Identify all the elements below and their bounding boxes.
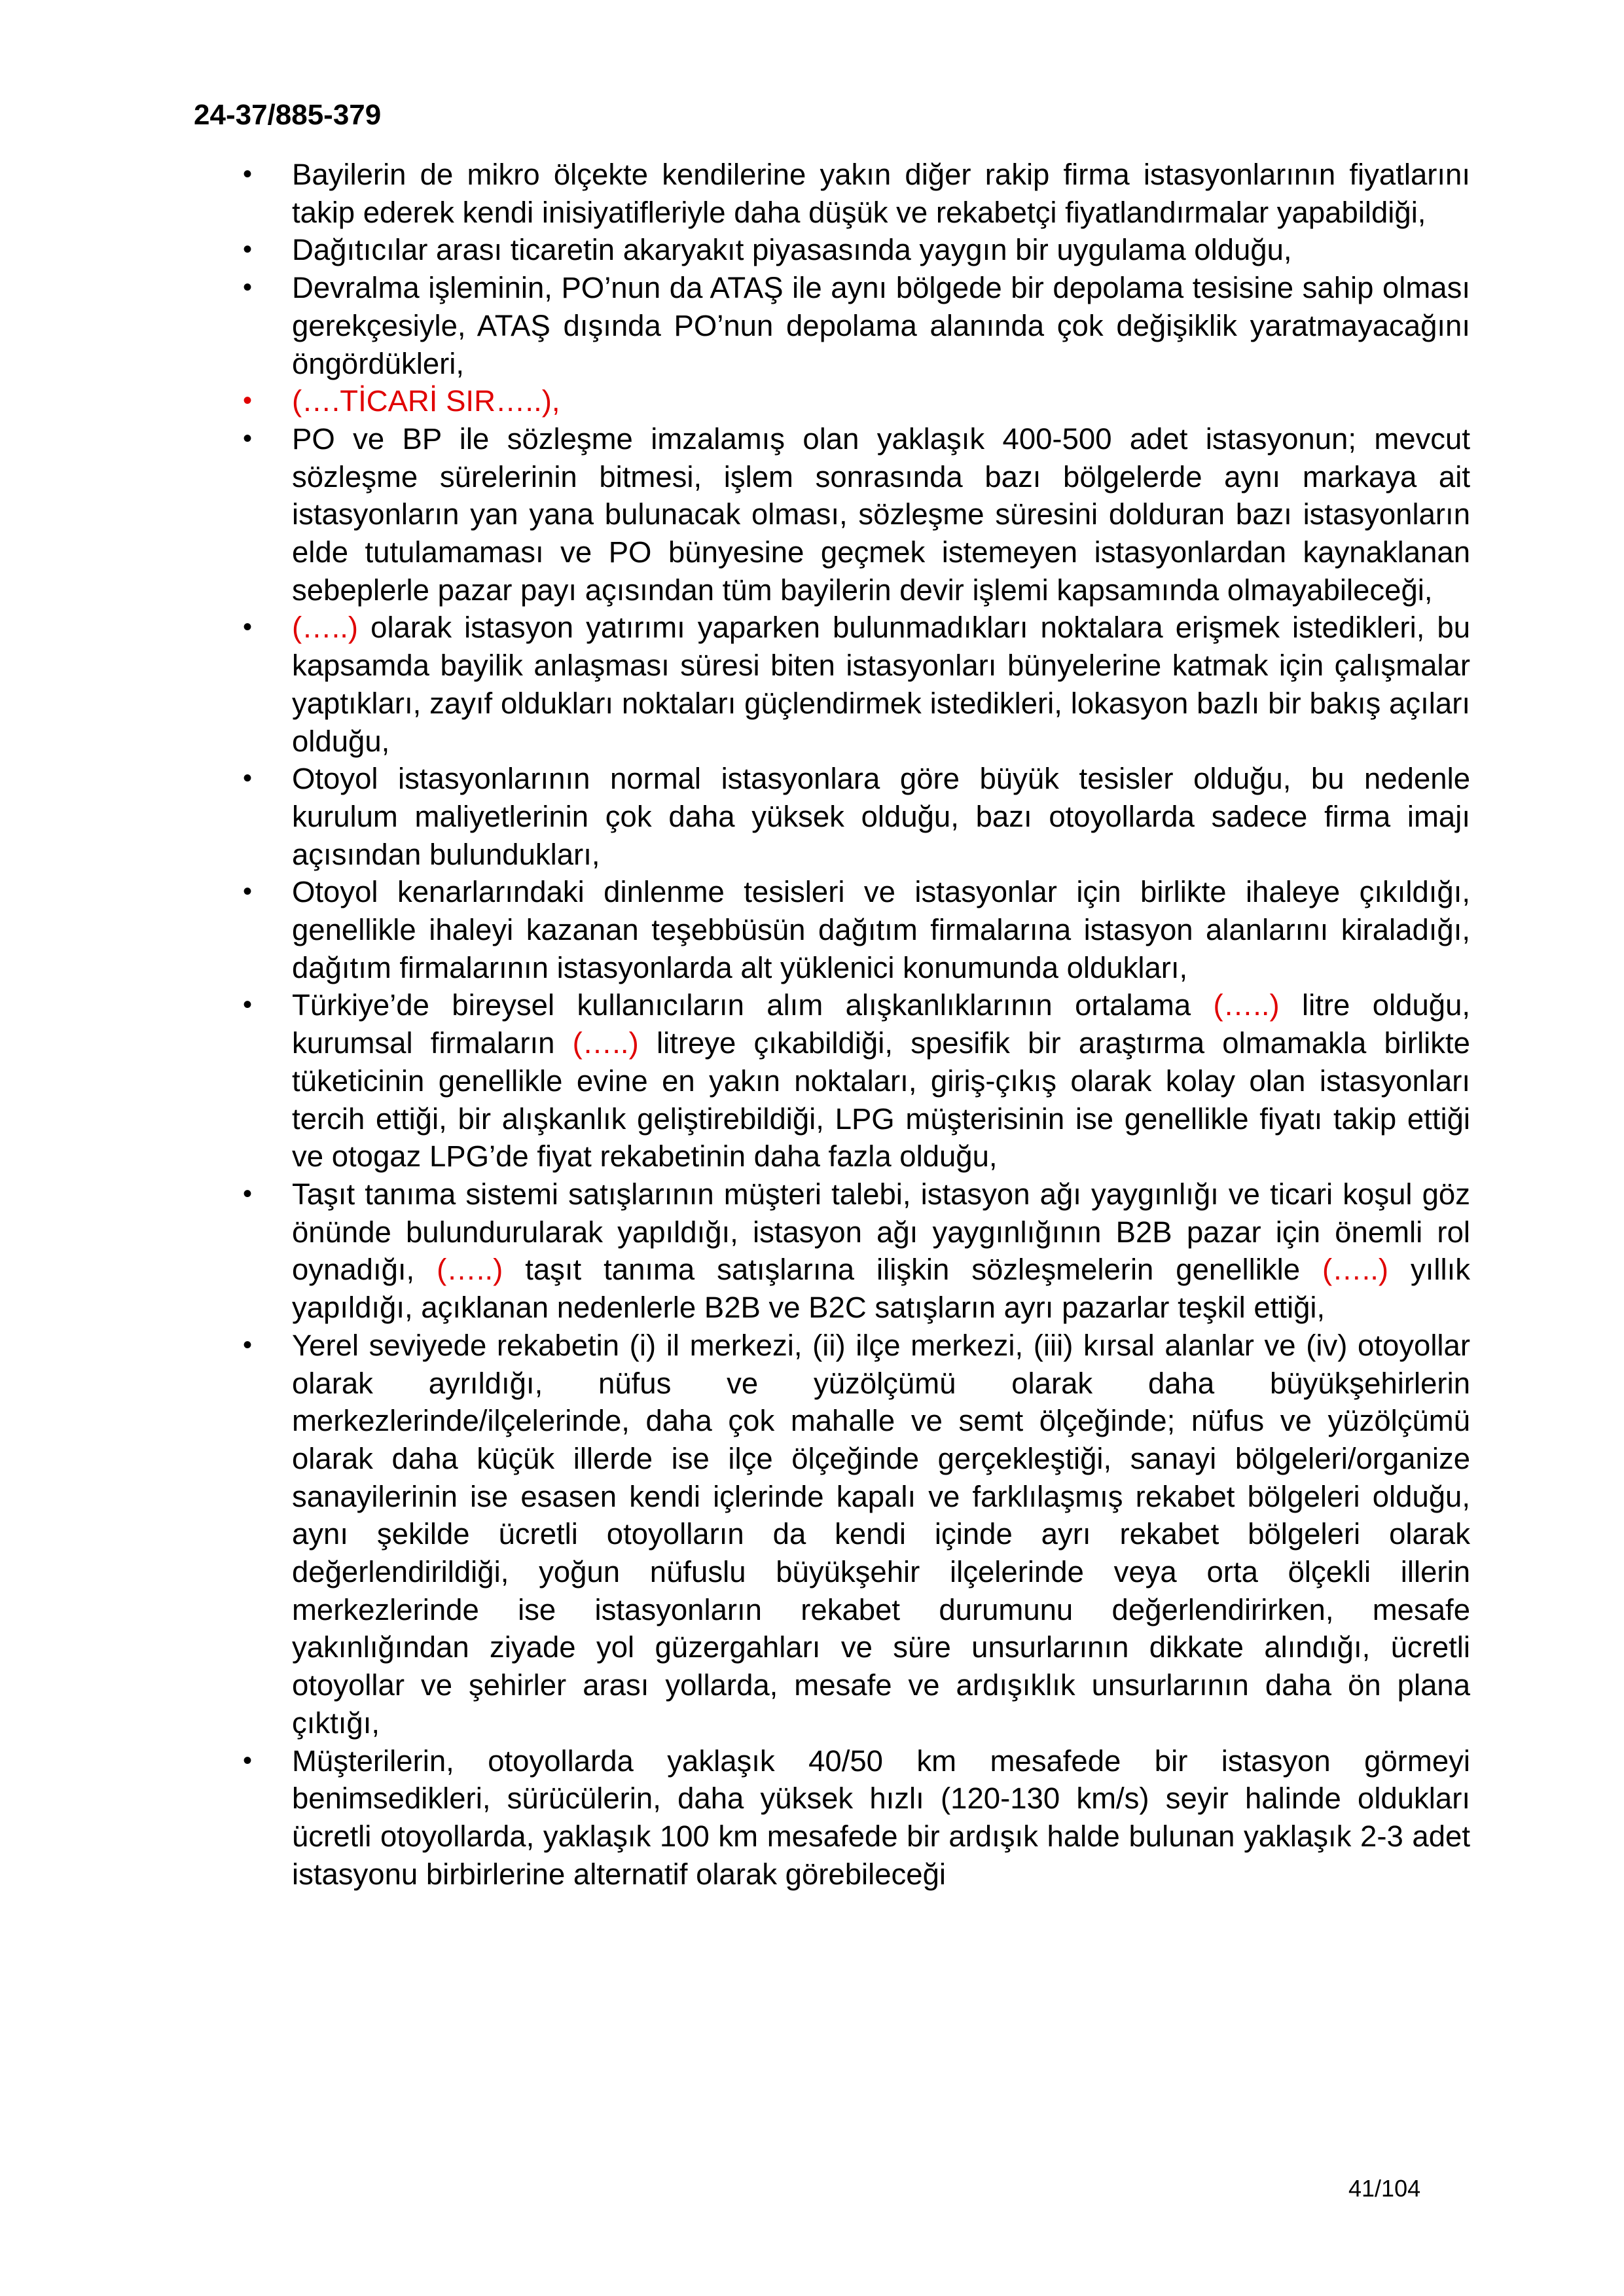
list-item bbox=[292, 873, 1470, 986]
list-item-text: Otoyol kenarlarındaki dinlenme tesisleri ve istasyonlar için birlikte ihaleye çıkıldığı, genellikle ihaleyi kazanan teşebbüsün dağıtım firmalarına istasyon alanlarını kiraladığı, dağıtım firmalarının istasyonlarda alt yüklenici konumunda oldukları, bbox=[292, 875, 1470, 984]
list-item bbox=[292, 231, 1470, 269]
list-item-text: litreye çıkabildiği, spesifik bir araştırma olmamakla birlikte tüketicinin genellikle evine en yakın noktaları, giriş-çıkış olarak kolay olan istasyonları tercih ettiği, bir alışkanlık geliştirebildiği, LPG müşterisinin ise genellikle fiyatı takip ettiği ve otogaz LPG’de fiyat rekabetinin daha fazla olduğu, bbox=[292, 1026, 1470, 1174]
list-item bbox=[292, 760, 1470, 873]
list-item-text: Taşıt tanıma sistemi satışlarının müşteri talebi, istasyon ağı yaygınlığı ve ticari koşul göz önünde bulundurularak yapıldığı, istasyon ağı yaygınlığının B2B pazar için önemli rol oynadığı, bbox=[292, 1177, 1470, 1287]
page-number: 41/104 bbox=[1348, 2175, 1421, 2202]
document-reference-number: 24-37/885-379 bbox=[194, 99, 382, 131]
redacted-text: (…..) bbox=[1322, 1253, 1389, 1287]
list-item bbox=[292, 1175, 1470, 1327]
redacted-text: (…..) bbox=[437, 1253, 503, 1287]
list-item-text: Otoyol istasyonlarının normal istasyonlara göre büyük tesisler olduğu, bu nedenle kurulum maliyetlerinin çok daha yüksek olduğu, bazı otoyollarda sadece firma imajı açısından bulundukları, bbox=[292, 762, 1470, 871]
list-item-text: yıllık yapıldığı, açıklanan nedenlerle B2B ve B2C satışların ayrı pazarlar teşkil ettiği, bbox=[292, 1253, 1470, 1325]
list-item bbox=[292, 609, 1470, 760]
list-item bbox=[292, 986, 1470, 1175]
findings-bullet-list bbox=[292, 156, 1470, 1893]
list-item-text: Dağıtıcılar arası ticaretin akaryakıt piyasasında yaygın bir uygulama olduğu, bbox=[292, 233, 1292, 267]
redacted-text: (…..) bbox=[1213, 988, 1280, 1022]
list-item bbox=[292, 420, 1470, 609]
redacted-text: (…..) bbox=[292, 611, 359, 645]
list-item-text: PO ve BP ile sözleşme imzalamış olan yaklaşık 400-500 adet istasyonun; mevcut sözleşme sürelerinin bitmesi, işlem sonrasında bazı bölgelerde aynı markaya ait istasyonların yan yana bulunacak olması, sözleşme süresini dolduran bazı istasyonların elde tutulamaması ve PO bünyesine geçmek istemeyen istasyonlardan kaynaklanan sebeplerle pazar payı açısından tüm bayilerin devir işlemi kapsamında olmayabileceği, bbox=[292, 422, 1470, 607]
list-item-text: Türkiye’de bireysel kullanıcıların alım alışkanlıklarının ortalama bbox=[292, 988, 1214, 1022]
list-item-text: litre olduğu, kurumsal firmaların bbox=[292, 988, 1471, 1060]
list-item-text: Devralma işleminin, PO’nun da ATAŞ ile aynı bölgede bir depolama tesisine sahip olması gerekçesiyle, ATAŞ dışında PO’nun depolama alanında çok değişiklik yaratmayacağını öngördükleri, bbox=[292, 271, 1470, 380]
list-item-text: Yerel seviyede rekabetin (i) il merkezi, (ii) ilçe merkezi, (iii) kırsal alanlar ve (iv) otoyollar olarak ayrıldığı, nüfus ve yüzölçümü olarak daha büyükşehirlerin merkezlerinde/ilçelerinde, daha çok mahalle ve semt ölçeğinde; nüfus ve yüzölçümü olarak daha küçük illerde ise ilçe ölçeğinde gerçekleştiği, sanayi bölgeleri/organize sanayilerinin ise esasen kendi içlerinde kapalı ve farklılaşmış rekabet bölgeleri olduğu, aynı şekilde ücretli otoyolların da kendi içinde ayrı rekabet bölgeleri olarak değerlendirildiği, yoğun nüfuslu büyükşehir ilçelerinde veya orta ölçekli illerin merkezlerinde ise istasyonların rekabet durumunu değerlendirirken, mesafe yakınlığından ziyade yol güzergahları ve süre unsurlarının dikkate alındığı, ücretli otoyollar ve şehirler arası yollarda, mesafe ve ardışıklık unsurlarının daha ön plana çıktığı, bbox=[292, 1328, 1470, 1740]
trade-secret-redaction: (….TİCARİ SIR…..), bbox=[292, 384, 560, 418]
list-item bbox=[292, 156, 1470, 231]
list-item-trade-secret bbox=[292, 382, 1470, 420]
list-item-text: Bayilerin de mikro ölçekte kendilerine yakın diğer rakip firma istasyonlarının fiyatlarını takip ederek kendi inisiyatifleriyle daha düşük ve rekabetçi fiyatlandırmalar yapabildiği, bbox=[292, 158, 1470, 229]
redacted-text: (…..) bbox=[572, 1026, 639, 1060]
list-item-text: taşıt tanıma satışlarına ilişkin sözleşmelerin genellikle bbox=[503, 1253, 1322, 1287]
list-item bbox=[292, 269, 1470, 382]
list-item-text: olarak istasyon yatırımı yaparken bulunmadıkları noktalara erişmek istedikleri, bu kapsamda bayilik anlaşması süresi biten istasyonları bünyelerine katmak için çalışmalar yaptıkları, zayıf oldukları noktaları güçlendirmek istedikleri, lokasyon bazlı bir bakış açıları olduğu, bbox=[292, 611, 1470, 758]
list-item bbox=[292, 1742, 1470, 1893]
list-item bbox=[292, 1327, 1470, 1742]
list-item-text: Müşterilerin, otoyollarda yaklaşık 40/50 km mesafede bir istasyon görmeyi benimsedikleri, sürücülerin, daha yüksek hızlı (120-130 km/s) seyir halinde oldukları ücretli otoyollarda, yaklaşık 100 km mesafede bir ardışık halde bulunan yaklaşık 2-3 adet istasyonu birbirlerine alternatif olarak görebileceği bbox=[292, 1744, 1470, 1891]
